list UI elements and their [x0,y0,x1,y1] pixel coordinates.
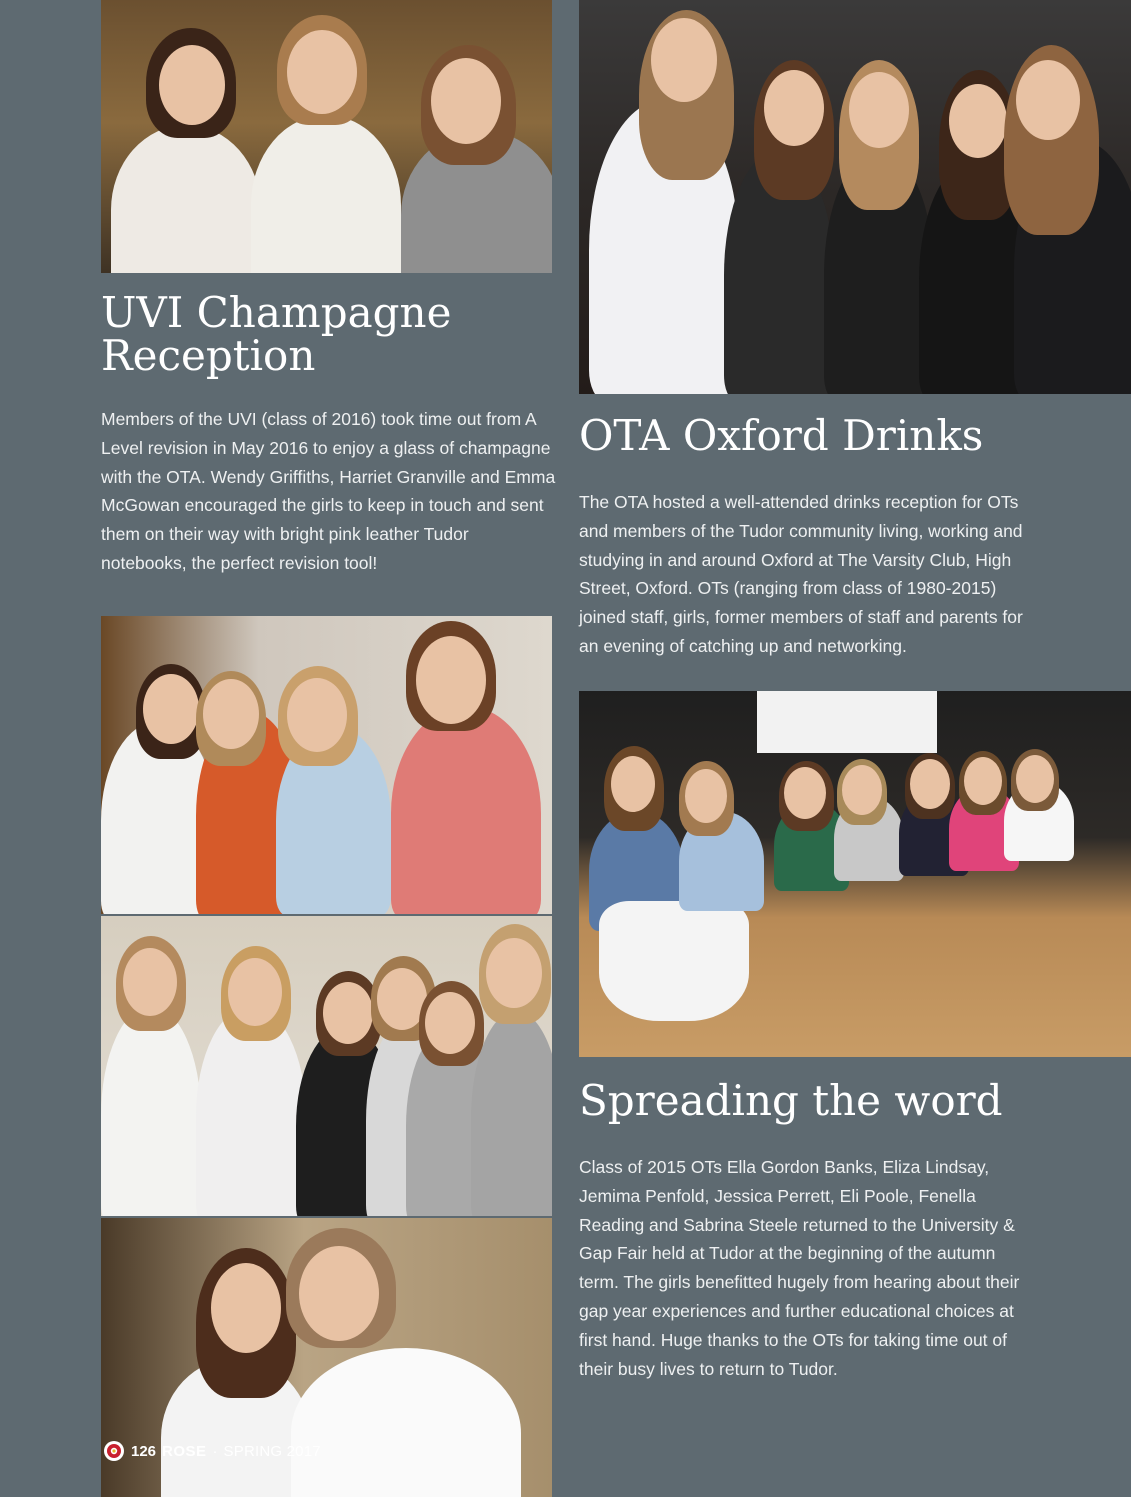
uvi-reception-title [101,288,551,380]
uvi-reception-title-line1: UVI Champagne [101,288,452,337]
spreading-the-word-body: Class of 2015 OTs Ella Gordon Banks, Eliza Lindsay, Jemima Penfold, Jessica Perrett, Eli Poole, Fenella Reading and Sabrina Steele returned to the University & Gap Fair held at Tudor at the beginning of the autumn term. The girls benefitted hugely from hearing about their gap year experiences and further educational choices at first hand. Huge thanks to the OTs for taking time out of their busy lives to return to Tudor. [579,1157,1020,1379]
photo-uvi-three-girls [101,0,552,273]
ota-oxford-drinks-body: The OTA hosted a well-attended drinks reception for OTs and members of the Tudor community living, working and studying in and around Oxford at The Varsity Club, High Street, Oxford. OTs (ranging from class of 1980-2015) joined staff, girls, former members of staff and parents for an evening of catching up and networking. [579,492,1023,656]
spreading-the-word-title: Spreading the word [579,1076,1003,1125]
footer-separator: · [212,1442,218,1460]
photo-uvi-group-with-teacher [101,616,552,914]
page-footer [103,1439,321,1463]
rose-icon [103,1440,125,1462]
uvi-reception-body: Members of the UVI (class of 2016) took time out from A Level revision in May 2016 to enjoy a glass of champagne with the OTA. Wendy Griffiths, Harriet Granville and Emma McGowan encouraged the girls to keep in touch and sent them on their way with bright pink leather Tudor notebooks, the perfect revision tool! [101,409,556,573]
page-number: 126 [131,1442,157,1460]
issue-label: SPRING 2017 [223,1442,321,1460]
magazine-name: ROSE [162,1442,207,1460]
photo-oxford-five-girls [579,0,1131,394]
photo-uvi-six-girls [101,916,552,1216]
ota-oxford-drinks-title: OTA Oxford Drinks [579,411,984,460]
uvi-reception-title-line2: Reception [101,330,316,380]
photo-gap-fair-panel [579,691,1131,1057]
